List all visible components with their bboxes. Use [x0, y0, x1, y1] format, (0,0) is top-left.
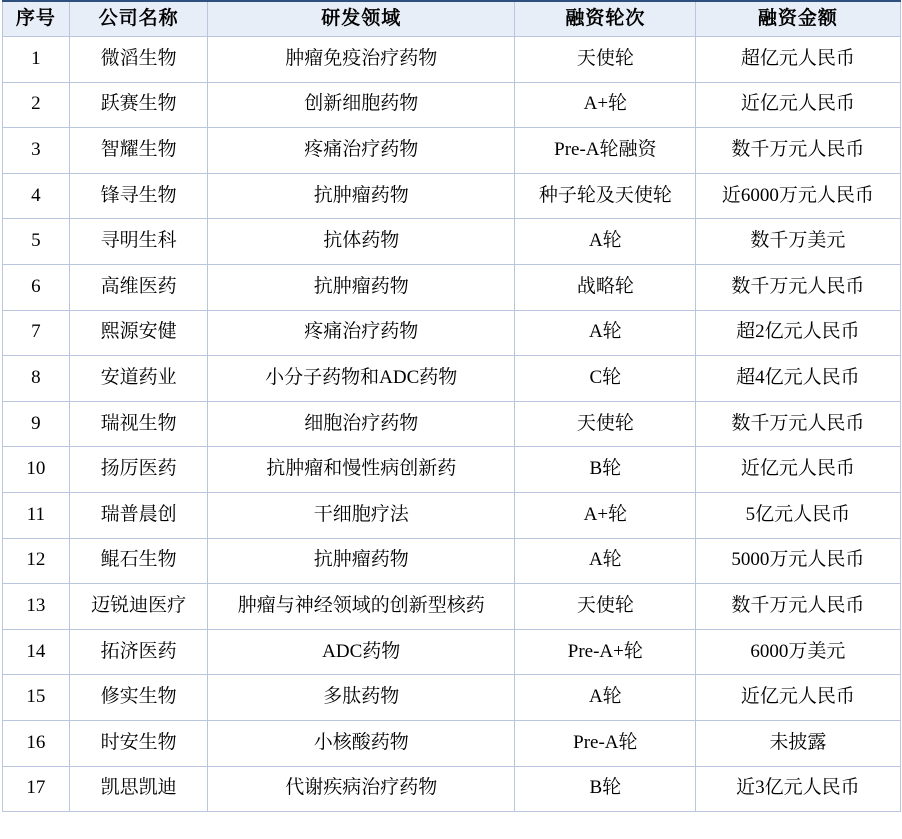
- cell-round: 战略轮: [515, 264, 696, 310]
- cell-amount: 近亿元人民币: [696, 82, 900, 128]
- cell-field: 抗肿瘤药物: [207, 264, 515, 310]
- cell-field: 小分子药物和ADC药物: [207, 356, 515, 402]
- column-header-round: 融资轮次: [515, 1, 696, 37]
- cell-field: 小核酸药物: [207, 720, 515, 766]
- column-header-index: 序号: [2, 1, 70, 37]
- cell-company: 安道药业: [70, 356, 208, 402]
- cell-amount: 数千万元人民币: [696, 128, 900, 174]
- column-header-amount: 融资金额: [696, 1, 900, 37]
- cell-round: Pre-A轮融资: [515, 128, 696, 174]
- table-row: [2, 128, 900, 174]
- cell-field: 抗肿瘤药物: [207, 173, 515, 219]
- cell-round: 天使轮: [515, 37, 696, 83]
- cell-field: 抗肿瘤和慢性病创新药: [207, 447, 515, 493]
- cell-index: 11: [2, 492, 70, 538]
- cell-round: 天使轮: [515, 584, 696, 630]
- column-header-field: 研发领域: [207, 1, 515, 37]
- cell-round: A轮: [515, 675, 696, 721]
- cell-round: A+轮: [515, 492, 696, 538]
- cell-index: 6: [2, 264, 70, 310]
- table-row: [2, 538, 900, 584]
- column-header-company: 公司名称: [70, 1, 208, 37]
- cell-company: 瑞视生物: [70, 401, 208, 447]
- table-row: [2, 219, 900, 265]
- cell-round: Pre-A+轮: [515, 629, 696, 675]
- cell-index: 16: [2, 720, 70, 766]
- cell-company: 拓济医药: [70, 629, 208, 675]
- cell-round: C轮: [515, 356, 696, 402]
- cell-company: 微滔生物: [70, 37, 208, 83]
- cell-company: 扬厉医药: [70, 447, 208, 493]
- cell-index: 14: [2, 629, 70, 675]
- table-row: [2, 264, 900, 310]
- cell-company: 瑞普晨创: [70, 492, 208, 538]
- cell-round: B轮: [515, 766, 696, 812]
- cell-amount: 近6000万元人民币: [696, 173, 900, 219]
- cell-round: A轮: [515, 538, 696, 584]
- cell-index: 4: [2, 173, 70, 219]
- table-row: [2, 720, 900, 766]
- table-header-row: [2, 1, 900, 37]
- cell-company: 鲲石生物: [70, 538, 208, 584]
- cell-amount: 数千万元人民币: [696, 584, 900, 630]
- table-row: [2, 310, 900, 356]
- cell-index: 8: [2, 356, 70, 402]
- cell-field: 疼痛治疗药物: [207, 310, 515, 356]
- cell-index: 7: [2, 310, 70, 356]
- table-row: [2, 492, 900, 538]
- cell-amount: 未披露: [696, 720, 900, 766]
- table-row: [2, 401, 900, 447]
- cell-round: B轮: [515, 447, 696, 493]
- cell-amount: 近亿元人民币: [696, 675, 900, 721]
- cell-index: 15: [2, 675, 70, 721]
- table-row: [2, 766, 900, 812]
- cell-field: 抗肿瘤药物: [207, 538, 515, 584]
- cell-company: 熙源安健: [70, 310, 208, 356]
- table-row: [2, 584, 900, 630]
- table-row: [2, 173, 900, 219]
- cell-field: 干细胞疗法: [207, 492, 515, 538]
- cell-amount: 数千万美元: [696, 219, 900, 265]
- cell-amount: 5000万元人民币: [696, 538, 900, 584]
- cell-amount: 近3亿元人民币: [696, 766, 900, 812]
- table-row: [2, 675, 900, 721]
- cell-field: ADC药物: [207, 629, 515, 675]
- cell-amount: 超亿元人民币: [696, 37, 900, 83]
- cell-round: 天使轮: [515, 401, 696, 447]
- cell-round: 种子轮及天使轮: [515, 173, 696, 219]
- table-row: [2, 356, 900, 402]
- cell-field: 疼痛治疗药物: [207, 128, 515, 174]
- cell-company: 高维医药: [70, 264, 208, 310]
- cell-company: 迈锐迪医疗: [70, 584, 208, 630]
- cell-index: 3: [2, 128, 70, 174]
- cell-company: 跃赛生物: [70, 82, 208, 128]
- cell-field: 创新细胞药物: [207, 82, 515, 128]
- cell-index: 17: [2, 766, 70, 812]
- cell-company: 寻明生科: [70, 219, 208, 265]
- table-header: [2, 1, 900, 37]
- cell-round: Pre-A轮: [515, 720, 696, 766]
- cell-index: 9: [2, 401, 70, 447]
- cell-company: 修实生物: [70, 675, 208, 721]
- table-row: [2, 37, 900, 83]
- cell-round: A轮: [515, 219, 696, 265]
- cell-field: 肿瘤免疫治疗药物: [207, 37, 515, 83]
- cell-company: 时安生物: [70, 720, 208, 766]
- cell-company: 锋寻生物: [70, 173, 208, 219]
- cell-round: A轮: [515, 310, 696, 356]
- table-row: [2, 82, 900, 128]
- table-row: [2, 447, 900, 493]
- cell-index: 2: [2, 82, 70, 128]
- cell-index: 12: [2, 538, 70, 584]
- cell-field: 细胞治疗药物: [207, 401, 515, 447]
- cell-index: 10: [2, 447, 70, 493]
- cell-round: A+轮: [515, 82, 696, 128]
- table-row: [2, 629, 900, 675]
- cell-amount: 数千万元人民币: [696, 401, 900, 447]
- table-body: [2, 37, 900, 812]
- cell-field: 肿瘤与神经领域的创新型核药: [207, 584, 515, 630]
- cell-field: 代谢疾病治疗药物: [207, 766, 515, 812]
- cell-index: 1: [2, 37, 70, 83]
- cell-field: 多肽药物: [207, 675, 515, 721]
- cell-company: 凯思凯迪: [70, 766, 208, 812]
- cell-amount: 超2亿元人民币: [696, 310, 900, 356]
- funding-table: [2, 0, 901, 812]
- cell-company: 智耀生物: [70, 128, 208, 174]
- cell-index: 13: [2, 584, 70, 630]
- cell-amount: 5亿元人民币: [696, 492, 900, 538]
- cell-amount: 6000万美元: [696, 629, 900, 675]
- cell-field: 抗体药物: [207, 219, 515, 265]
- cell-amount: 近亿元人民币: [696, 447, 900, 493]
- cell-amount: 超4亿元人民币: [696, 356, 900, 402]
- cell-index: 5: [2, 219, 70, 265]
- cell-amount: 数千万元人民币: [696, 264, 900, 310]
